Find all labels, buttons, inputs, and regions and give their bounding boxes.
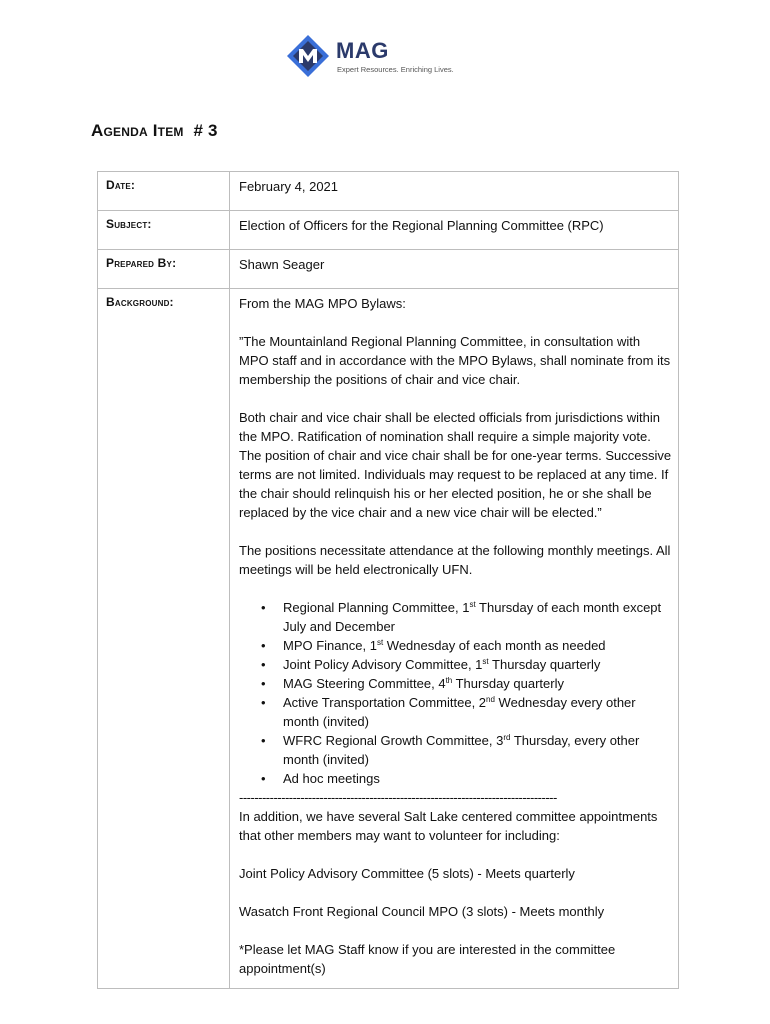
jpac-slots: Joint Policy Advisory Committee (5 slots) - Meets quarterly xyxy=(239,866,575,881)
list-item: • Regional Planning Committee, 1st Thursday of each month except July and December xyxy=(283,598,672,636)
background-label: Background: xyxy=(98,289,230,989)
background-content xyxy=(230,289,679,989)
agenda-title-number: # 3 xyxy=(193,121,218,140)
date-label: Date: xyxy=(98,172,230,211)
subject-value: Election of Officers for the Regional Planning Committee (RPC) xyxy=(230,211,679,250)
subject-row xyxy=(98,211,679,250)
bylaws-quote-1: ”The Mountainland Regional Planning Committee, in consultation with MPO staff and in accordance with the MPO Bylaws, shall nominate from its membership the positions of chair and vice chair. xyxy=(239,334,671,387)
list-item: • Active Transportation Committee, 2nd Wednesday every other month (invited) xyxy=(283,693,672,731)
date-value: February 4, 2021 xyxy=(230,172,679,211)
background-intro: From the MAG MPO Bylaws: xyxy=(239,296,406,311)
list-item: • Ad hoc meetings xyxy=(283,769,672,788)
logo-name: MAG xyxy=(336,38,389,63)
mag-logo-icon xyxy=(286,34,330,78)
agenda-title xyxy=(91,121,218,141)
mag-logo xyxy=(286,34,466,84)
bylaws-quote-2: Both chair and vice chair shall be elected officials from jurisdictions within the MPO. Ratification of nomination shall require a simple majority vote. The position of chair and vice chair shall be for one-year terms. Successive terms are not limited. Individuals may request to be replaced at any time. If the chair should relinquish his or her elected position, he or she shall be replaced by the vice chair and a new vice chair will be elected.” xyxy=(239,410,672,520)
list-item: • MPO Finance, 1st Wednesday of each month as needed xyxy=(283,636,672,655)
logo-tagline: Expert Resources. Enriching Lives. xyxy=(337,65,454,74)
background-row xyxy=(98,289,679,989)
subject-label: Subject: xyxy=(98,211,230,250)
agenda-title-prefix: Agenda Item xyxy=(91,121,184,140)
staff-note: *Please let MAG Staff know if you are interested in the committee appointment(s) xyxy=(239,942,616,976)
wfrc-slots: Wasatch Front Regional Council MPO (3 slots) - Meets monthly xyxy=(239,904,605,919)
list-item: • MAG Steering Committee, 4th Thursday quarterly xyxy=(283,674,672,693)
prepared-by-label: Prepared By: xyxy=(98,250,230,289)
prepared-by-row xyxy=(98,250,679,289)
list-item: • Joint Policy Advisory Committee, 1st Thursday quarterly xyxy=(283,655,672,674)
additional-appointments: In addition, we have several Salt Lake centered committee appointments that other members may want to volunteer for including: xyxy=(239,809,658,843)
meetings-list xyxy=(239,598,672,788)
list-item: • WFRC Regional Growth Committee, 3rd Thursday, every other month (invited) xyxy=(283,731,672,769)
dashed-divider: ----------------------------------------------------------------------------------- xyxy=(239,790,557,805)
prepared-by-value: Shawn Seager xyxy=(230,250,679,289)
meetings-intro: The positions necessitate attendance at the following monthly meetings. All meetings will be held electronically UFN. xyxy=(239,543,671,577)
date-row xyxy=(98,172,679,211)
agenda-table xyxy=(97,171,679,989)
